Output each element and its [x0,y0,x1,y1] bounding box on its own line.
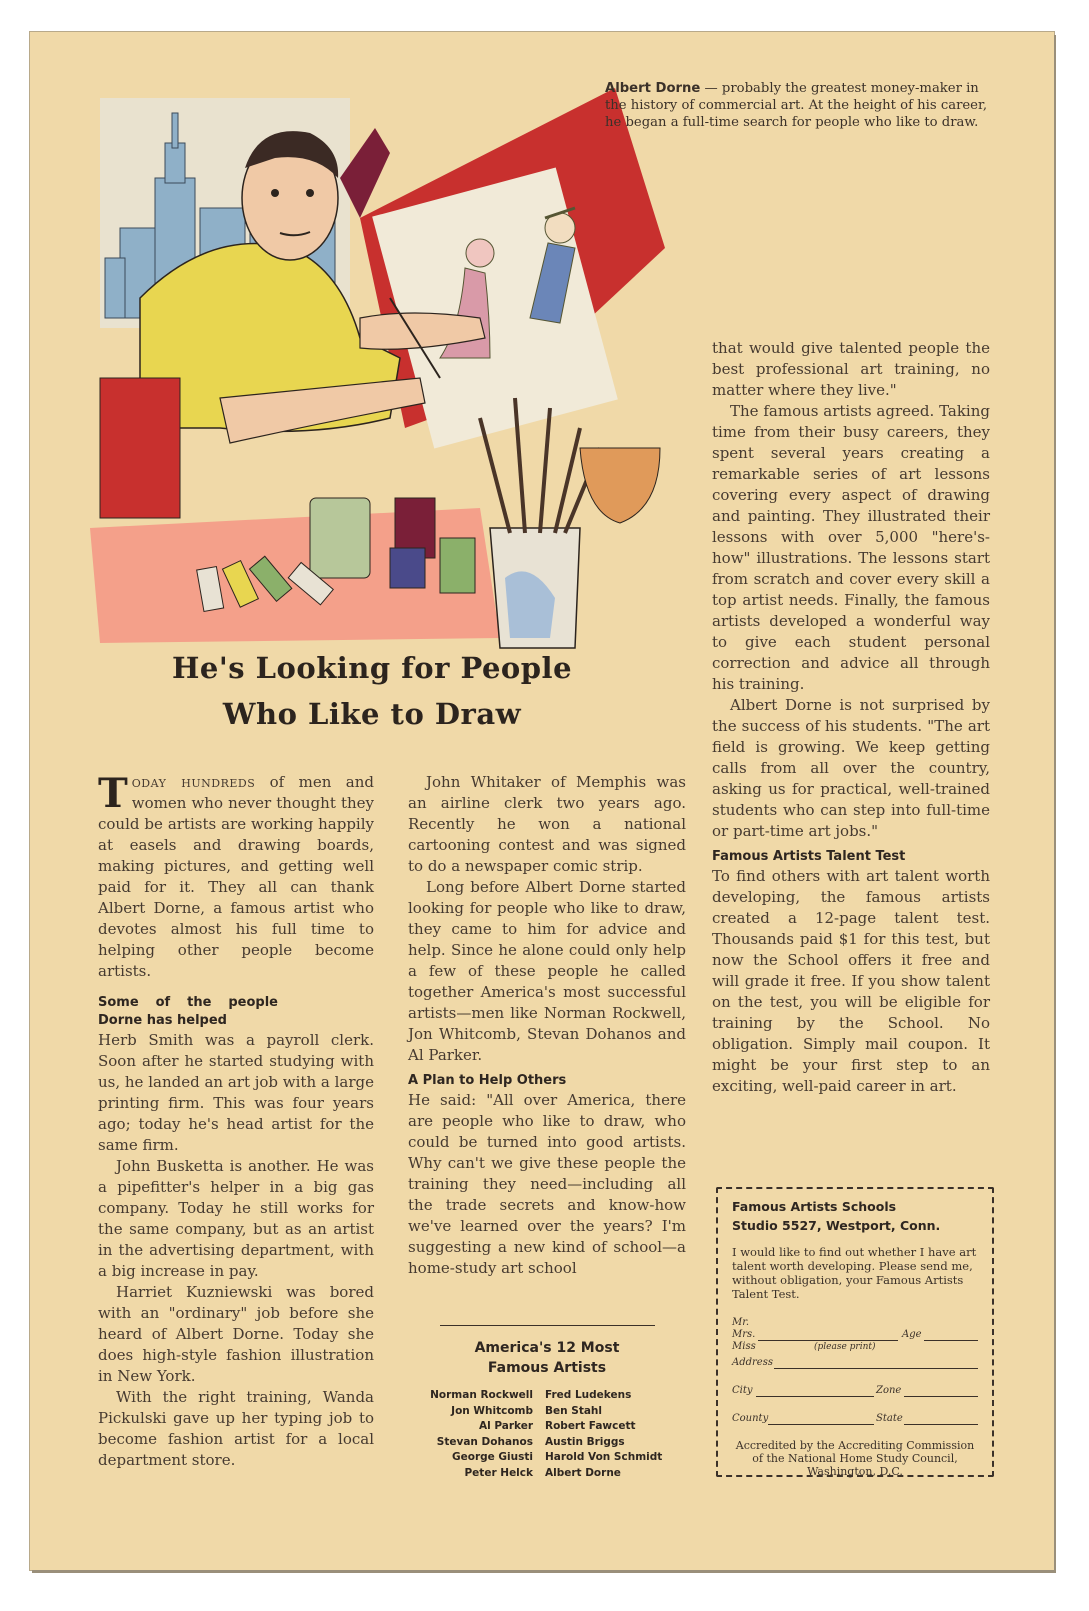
water-bowl [580,448,660,523]
state-label: State [876,1413,903,1424]
artist-name: Fred Ludekens [545,1389,632,1401]
paragraph: He said: "All over America, there are people who like to draw, who could be turned into good artists. Why can't we give these people the training they need—including all the trade secrets and know-how we've learned over the years? I'm suggesting a new kind of school—a home-study art school [408,1091,686,1277]
coupon-name-fields [732,1315,978,1427]
age-label: Age [902,1329,922,1340]
paragraph: The famous artists agreed. Taking time from their busy careers, they spent several years creating a remarkable series of art lessons covering every aspect of drawing and painting. They illustrated their lessons with over 5,000 "here's-how" illustrations. The lessons start from scratch and cover every skill a top artist needs. Finally, the famous artists developed a wonderful way to give each student personal correction and advice all through his training. [712,402,990,693]
county-field[interactable] [768,1424,874,1425]
artist-name: Robert Fawcett [545,1420,636,1432]
paragraph: Herb Smith was a payroll clerk. Soon after he started studying with us, he landed an art job with a large printing firm. This was four years ago; today he's head artist for the same firm. [98,1031,374,1154]
artist-name: Stevan Dohanos [436,1435,533,1448]
page-title [92,645,652,737]
chair [100,378,180,518]
ink-bottle [440,538,475,593]
artist-name: Norman Rockwell [430,1389,533,1401]
zone-field[interactable] [904,1396,978,1397]
article-column-1 [98,772,374,1471]
city-field[interactable] [756,1396,874,1397]
ink-bottle [390,548,425,588]
artist-name: George Giusti [452,1451,533,1463]
intro-paragraph [98,772,374,982]
drop-cap: T [98,770,128,817]
artist-name: Jon Whitcomb [451,1404,533,1417]
paragraph: With the right training, Wanda Pickulski gave up her typing job to become fashion artist for a local department store. [98,1388,374,1469]
mr-label: Mr. [732,1317,750,1328]
coupon-request-text: I would like to find out whether I have art talent worth developing. Please send me, without obligation, your Famous Artists Talent Test. [732,1245,977,1301]
artists-title-line-1: America's 12 Most [474,1340,620,1356]
county-label: County [732,1413,769,1424]
artist-name: Peter Helck [464,1466,533,1479]
subheading-people-helped: Some of the people Dorne has helped [98,995,278,1028]
coupon-studio-address: Studio 5527, Westport, Conn. [732,1218,941,1233]
subheading-talent-test: Famous Artists Talent Test [712,849,906,864]
miss-label: Miss [732,1341,756,1352]
coupon-school-name: Famous Artists Schools [732,1199,897,1214]
paint-jar [310,498,370,578]
artist-name: Al Parker [478,1420,533,1432]
paragraph: John Busketta is another. He was a pipefitter's helper in a big gas company. Today he still works for the same company, but as an artist in the advertising department, with a big increase in pay. [98,1157,374,1280]
paragraph: Harriet Kuzniewski was bored with an "ordinary" job before she heard of Albert Dorne. Today she does high-style fashion illustration in New York. [98,1283,374,1385]
divider [440,1325,655,1326]
caption-text: — probably the greatest money-maker in the history of commercial art. At the height of his career, he began a full-time search for people who like to draw. [605,81,988,130]
accreditation-note: Accredited by the Accrediting Commission of the National Home Study Council, Washington, D.C. [735,1439,975,1478]
city-zone-fields[interactable] [732,1383,978,1399]
address-field[interactable] [732,1355,978,1371]
article-column-2 [408,772,686,1279]
city-label: City [732,1385,753,1396]
artist-name: Austin Briggs [545,1435,625,1448]
headline-line-2: Who Like to Draw [222,697,522,731]
albert-dorne-illustration [60,58,690,658]
show-through-text [780,210,804,292]
artist-name: Albert Dorne [545,1466,621,1479]
mrs-label: Mrs. [732,1329,756,1340]
mail-coupon[interactable] [716,1187,994,1477]
paragraph: John Whitaker of Memphis was an airline clerk two years ago. Recently he won a national cartooning contest and was signed to do a newspaper comic strip. [408,773,686,875]
paragraph: Long before Albert Dorne started looking for people who like to draw, they came to him for advice and help. Since he alone could only help a few of these people he called together America's most successful artists—men like Norman Rockwell, Jon Whitcomb, Stevan Dohanos and Al Parker. [408,878,686,1064]
intro-rest: of men and women who never thought they could be artists are working happily at easels and drawing boards, making pictures, and getting well paid for it. They all can thank Albert Dorne, a famous artist who devotes almost his full time to helping other people become artists. [98,773,375,980]
artist-name: Ben Stahl [545,1404,602,1417]
county-state-fields[interactable] [732,1411,978,1427]
paragraph: that would give talented people the best professional art training, no matter where they live." [712,339,990,399]
artists-title-line-2: Famous Artists [487,1360,607,1376]
illustration-caption [605,80,995,131]
please-print-label: (please print) [814,1342,876,1352]
paragraph: To find others with art talent worth developing, the famous artists created a 12-page talent test. Thousands paid $1 for this test, but now the School offers it free and will grade it free. If you show talent on the test, you will be eligible for training by the School. No obligation. Simply mail coupon. It might be your first step to an exciting, well-paid career in art. [712,867,990,1095]
famous-artists-box [408,1325,686,1481]
paragraph: Albert Dorne is not surprised by the success of his students. "The art field is growing. We keep getting calls from all over the country, asking us for practical, well-trained students who can step into full-time or part-time art jobs." [712,696,990,840]
subheading-plan: A Plan to Help Others [408,1073,567,1088]
zone-label: Zone [876,1385,902,1396]
artists-list [408,1388,686,1481]
artist-name: Harold Von Schmidt [545,1451,663,1463]
lead-smallcaps: oday hundreds [131,773,256,791]
headline-line-1: He's Looking for People [171,651,573,685]
state-field[interactable] [904,1424,978,1425]
article-column-3 [712,338,990,1097]
artists-title [408,1338,686,1378]
address-label: Address [732,1357,773,1368]
caption-name: Albert Dorne [605,81,701,96]
